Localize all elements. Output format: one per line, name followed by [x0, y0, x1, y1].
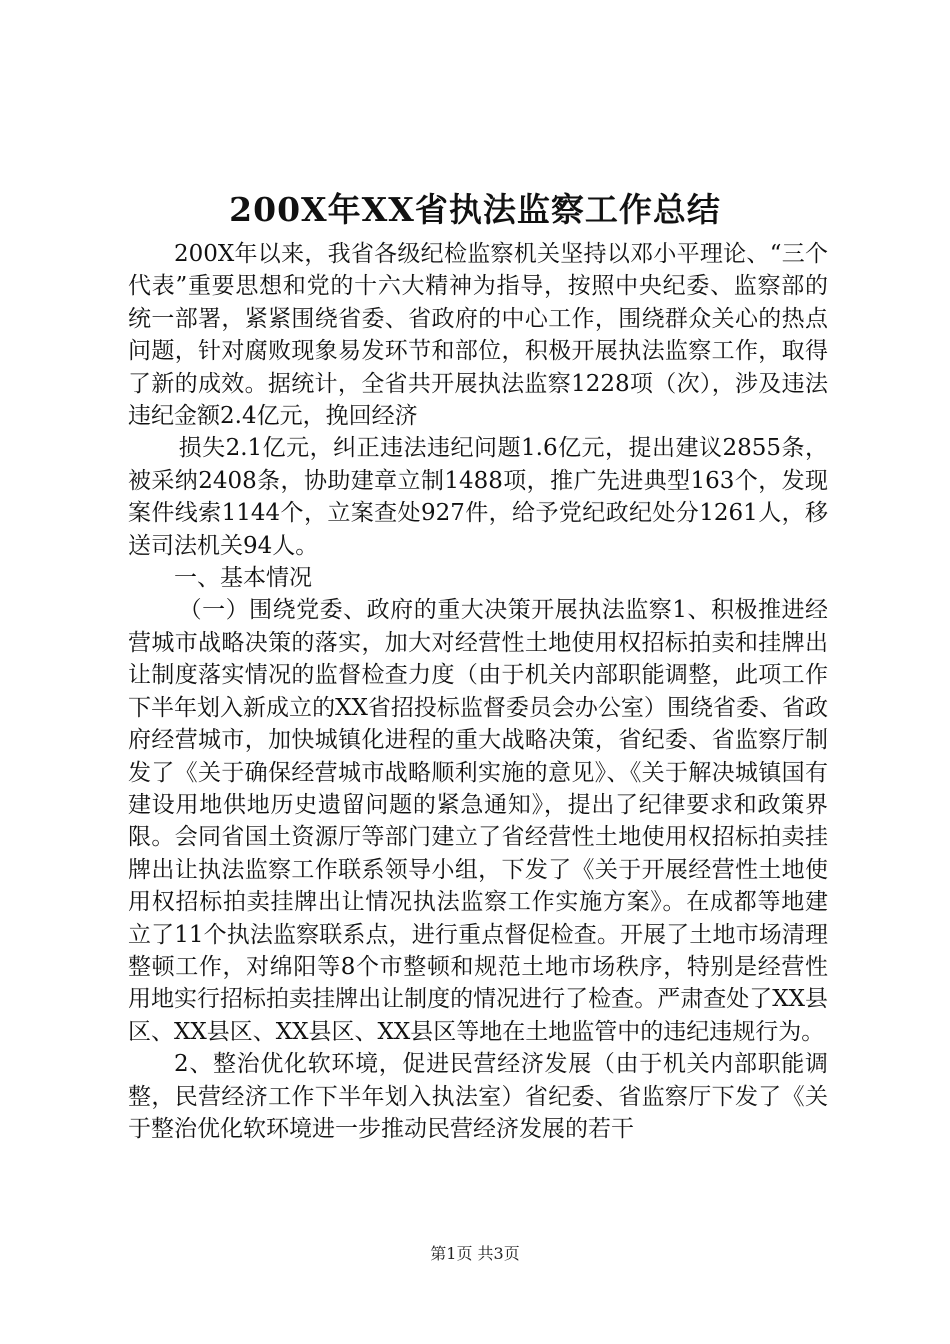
document-title: 200X年XX省执法监察工作总结 [229, 190, 721, 229]
paragraph-statistics: 损失2.1亿元，纠正违法违纪问题1.6亿元，提出建议2855条，被采纳2408条，协助建章立制1488项，推广先进典型163个，发现案件线索1144个，立案查处927件，给予党纪政纪处分1261人，移送司法机关94人。 [128, 435, 828, 559]
section-heading-basic-situation: 一、基本情况 [174, 565, 312, 592]
document-body [128, 238, 828, 1145]
paragraph-intro: 200X年以来，我省各级纪检监察机关坚持以邓小平理论、“三个代表”重要思想和党的十六大精神为指导，按照中央纪委、监察部的统一部署，紧紧围绕省委、省政府的中心工作，围绕群众关心的热点问题，针对腐败现象易发环节和部位，积极开展执法监察工作，取得了新的成效。据统计，全省共开展执法监察1228项（次），涉及违法违纪金额2.4亿元，挽回经济 [128, 241, 828, 430]
paragraph-section-2: 2、整治优化软环境，促进民营经济发展（由于机关内部职能调整，民营经济工作下半年划入执法室）省纪委、省监察厅下发了《关于整治优化软环境进一步推动民营经济发展的若干 [128, 1051, 828, 1142]
page-number-footer: 第1页 共3页 [430, 1244, 520, 1263]
paragraph-section-1: （一）围绕党委、政府的重大决策开展执法监察1、积极推进经营城市战略决策的落实，加大对经营性土地使用权招标拍卖和挂牌出让制度落实情况的监督检查力度（由于机关内部职能调整，此项工作下半年划入新成立的XX省招投标监督委员会办公室）围绕省委、省政府经营城市，加快城镇化进程的重大战略决策，省纪委、省监察厅制发了《关于确保经营城市战略顺利实施的意见》、《关于解决城镇国有建设用地供地历史遗留问题的紧急通知》，提出了纪律要求和政策界限。会同省国土资源厅等部门建立了省经营性土地使用权招标拍卖挂牌出让执法监察工作联系领导小组，下发了《关于开展经营性土地使用权招标拍卖挂牌出让情况执法监察工作实施方案》。在成都等地建立了11个执法监察联系点，进行重点督促检查。开展了土地市场清理整顿工作，对绵阳等8个市整顿和规范土地市场秩序，特别是经营性用地实行招标拍卖挂牌出让制度的情况进行了检查。严肃查处了XX县区、XX县区、XX县区、XX县区等地在土地监管中的违纪违规行为。 [128, 597, 828, 1045]
